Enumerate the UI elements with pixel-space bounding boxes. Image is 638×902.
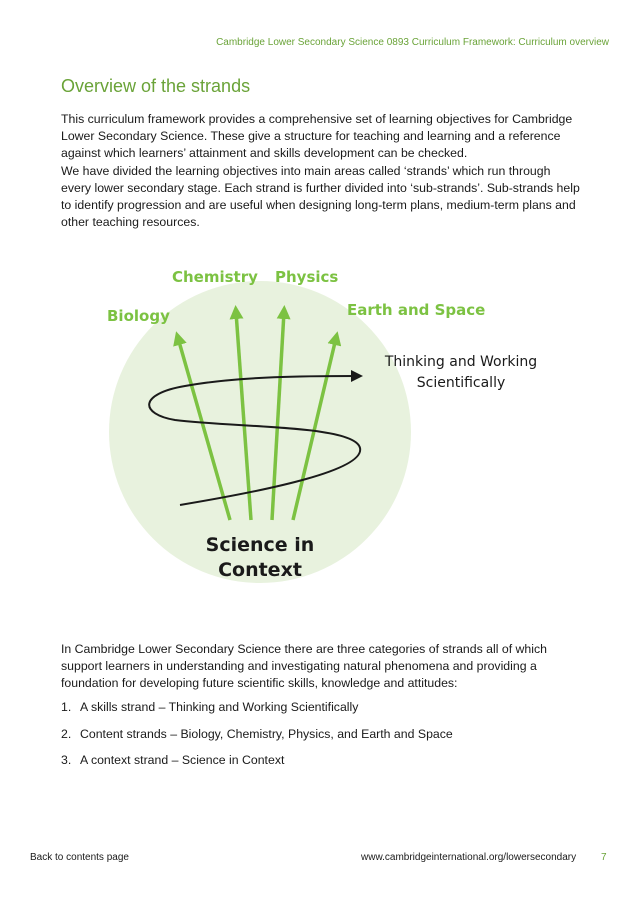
website-link[interactable]: www.cambridgeinternational.org/lowersecondary xyxy=(361,852,577,863)
thinking-label-line1: Thinking and Working xyxy=(384,354,538,370)
list-text: A skills strand – Thinking and Working Scientifically xyxy=(80,700,359,714)
list-item xyxy=(61,700,358,714)
intro-paragraph: This curriculum framework provides a comprehensive set of learning objectives for Cambridge Lower Secondary Science. These give a structure for teaching and learning and a reference against which learners’ attainment and skills development can be checked. xyxy=(61,112,573,160)
earth-space-label: Earth and Space xyxy=(347,301,486,319)
list-text: Content strands – Biology, Chemistry, Physics, and Earth and Space xyxy=(80,727,453,741)
list-item xyxy=(61,753,284,767)
physics-label: Physics xyxy=(275,268,339,286)
categories-paragraph: In Cambridge Lower Secondary Science there are three categories of strands all of which support learners in understanding and investigating natural phenomena and providing a foundation for developing future scientific skills, knowledge and attitudes: xyxy=(61,642,547,690)
strands-paragraph: We have divided the learning objectives into main areas called ‘strands’ which run through every lower secondary stage. Each strand is further divided into ‘sub-strands’. Sub-strands help to identify progression and are useful when designing long-term plans, medium-term plans and other teaching resources. xyxy=(61,164,580,229)
section-title: Overview of the strands xyxy=(61,76,251,96)
list-number: 1. xyxy=(61,700,72,714)
back-to-contents-link[interactable]: Back to contents page xyxy=(30,852,129,863)
thinking-label-line2: Scientifically xyxy=(416,375,506,391)
list-number: 2. xyxy=(61,727,72,741)
list-number: 3. xyxy=(61,753,72,767)
biology-label: Biology xyxy=(107,307,170,325)
list-text: A context strand – Science in Context xyxy=(80,753,285,767)
chemistry-label: Chemistry xyxy=(172,268,258,286)
page-number: 7 xyxy=(601,852,607,863)
running-header: Cambridge Lower Secondary Science 0893 Curriculum Framework: Curriculum overview xyxy=(216,37,609,48)
context-label-line1: Science in xyxy=(205,534,315,556)
context-label-line2: Context xyxy=(218,559,302,581)
strands-diagram xyxy=(0,250,638,590)
list-item xyxy=(61,727,453,741)
